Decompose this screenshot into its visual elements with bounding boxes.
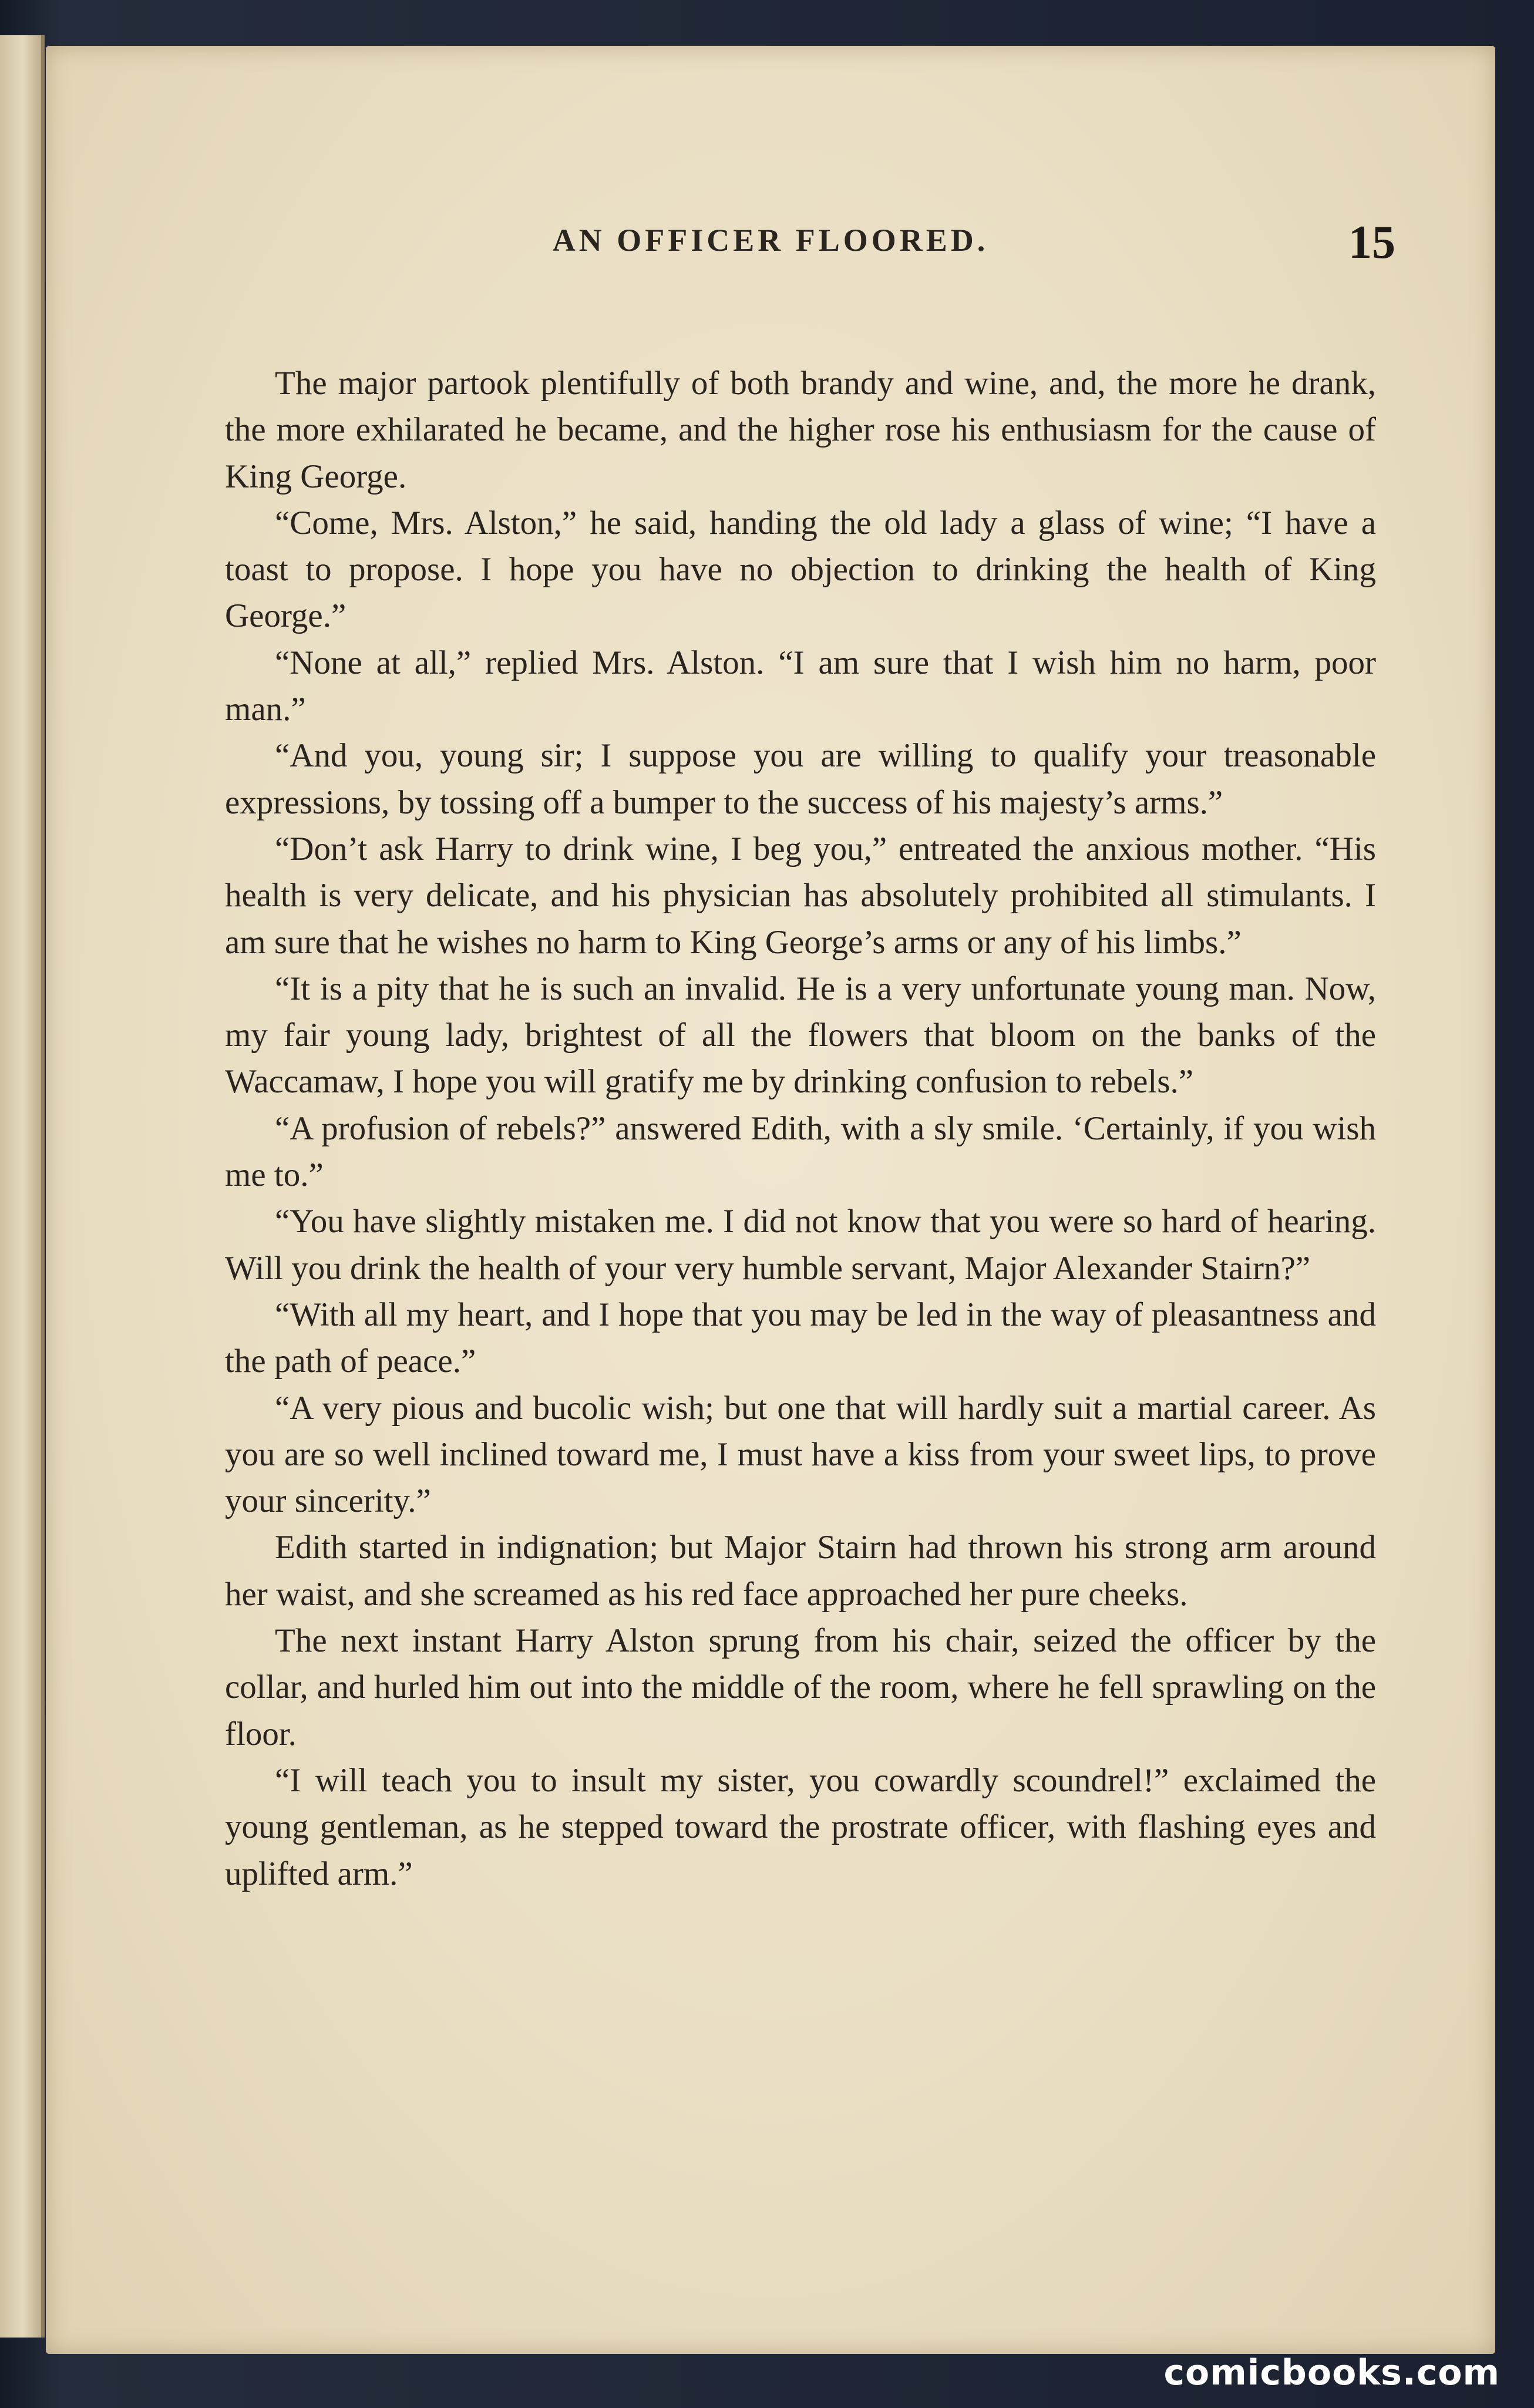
paragraph: “None at all,” replied Mrs. Alston. “I am sure that I wish him no harm, poor man.”	[225, 644, 1376, 728]
paragraph: “Come, Mrs. Alston,” he said, handing the old lady a glass of wine; “I have a toast to propose. I hope you have no objection to drinking the health of King George.”	[225, 504, 1376, 635]
page-number: 15	[1348, 217, 1395, 268]
running-title: AN OFFICER FLOORED.	[552, 223, 989, 258]
paragraph: “With all my heart, and I hope that you may be led in the way of pleasantness and the path of peace.”	[225, 1296, 1376, 1380]
source-watermark: comicbooks.com	[1163, 2352, 1500, 2393]
book-page	[46, 46, 1495, 2354]
paragraph: The next instant Harry Alston sprung from his chair, seized the officer by the collar, and hurled him out into the middle of the room, where he fell sprawling on the floor.	[225, 1622, 1376, 1753]
paragraph: “And you, young sir; I suppose you are willing to qualify your treasonable expressions, by tossing off a bumper to the success of his majesty’s arms.”	[225, 737, 1376, 821]
body-text	[225, 360, 1376, 1897]
paragraph: Edith started in indignation; but Major Stairn had thrown his strong arm around her waist, and she screamed as his red face approached her pure cheeks.	[225, 1529, 1376, 1613]
paragraph: The major partook plentifully of both brandy and wine, and, the more he drank, the more exhilarated he became, and the higher rose his enthusiasm for the cause of King George.	[225, 365, 1376, 495]
previous-page-edge	[0, 35, 45, 2338]
paragraph: “It is a pity that he is such an invalid. He is a very unfortunate young man. Now, my fair young lady, brightest of all the flowers that bloom on the banks of the Waccamaw, I hope you will gratify me by drinking confusion to rebels.”	[225, 970, 1376, 1101]
running-head	[46, 216, 1495, 275]
paragraph: “A profusion of rebels?” answered Edith, with a sly smile. ‘Certainly, if you wish me to.”	[225, 1109, 1376, 1194]
paragraph: “Don’t ask Harry to drink wine, I beg you,” entreated the anxious mother. “His health is very delicate, and his physician has absolutely prohibited all stimulants. I am sure that he wishes no harm to King George’s arms or any of his limbs.”	[225, 830, 1376, 961]
paragraph: “I will teach you to insult my sister, you cowardly scoundrel!” exclaimed the young gentleman, as he stepped toward the prostrate officer, with flashing eyes and uplifted arm.”	[225, 1761, 1376, 1892]
paragraph: “You have slightly mistaken me. I did not know that you were so hard of hearing. Will you drink the health of your very humble servant, Major Alexander Stairn?”	[225, 1203, 1376, 1287]
paragraph: “A very pious and bucolic wish; but one that will hardly suit a martial career. As you are so well inclined toward me, I must have a kiss from your sweet lips, to prove your sincerity.”	[225, 1389, 1376, 1520]
